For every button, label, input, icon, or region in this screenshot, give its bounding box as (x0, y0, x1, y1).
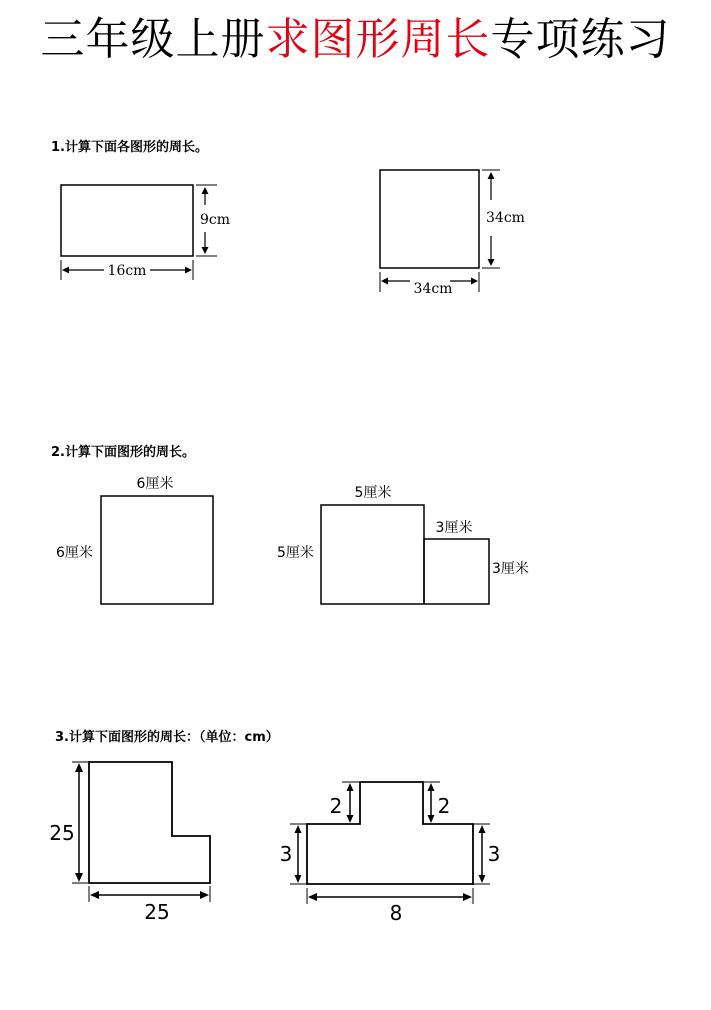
arrow-down-icon (347, 815, 354, 823)
question-1-prompt: 1.计算下面各图形的周长。 (51, 140, 208, 155)
arrow-down-icon (75, 873, 83, 882)
q3a-width-label: 25 (144, 900, 170, 924)
arrow-right-icon (463, 893, 472, 901)
q3-l-shape-figure (49, 762, 210, 924)
arrow-left-icon (308, 893, 317, 901)
q3b-right-height-label: 3 (487, 842, 501, 866)
q1a-width-label: 16cm (107, 263, 147, 279)
q1b-height-label: 34cm (486, 210, 525, 226)
q2b-small-right-label: 3厘米 (492, 561, 529, 577)
q2a-top-label: 6厘米 (136, 476, 174, 492)
title-part-1: 三年级上册 (40, 14, 266, 65)
question-2-prompt: 2.计算下面图形的周长。 (51, 445, 195, 460)
question-3-prompt: 3.计算下面图形的周长：（单位：cm） (55, 730, 279, 745)
arrow-up-icon (295, 825, 302, 833)
q1b-width-label: 34cm (413, 281, 453, 297)
arrow-left-icon (90, 891, 99, 899)
title-highlight: 求图形周长 (265, 14, 491, 65)
q1a-height-label: 9cm (200, 212, 231, 228)
arrow-up-icon (428, 783, 435, 791)
q3a-height-label: 25 (49, 821, 75, 845)
q2b-left-label: 5厘米 (277, 545, 314, 561)
q3-t-shape-figure (280, 782, 501, 925)
arrow-up-icon (347, 783, 354, 791)
q3b-left-step-label: 2 (329, 794, 343, 818)
arrow-up-icon (75, 763, 83, 772)
q2b-small-top-label: 3厘米 (435, 520, 473, 536)
arrow-up-icon (479, 825, 486, 833)
arrow-down-icon (479, 875, 486, 883)
q2b-top-label: 5厘米 (354, 485, 392, 501)
q3b-right-step-label: 2 (437, 794, 451, 818)
q3-l-shape (89, 762, 210, 883)
arrow-right-icon (200, 891, 209, 899)
title-part-2: 专项练习 (490, 14, 671, 65)
arrow-down-icon (428, 815, 435, 823)
q3b-left-height-label: 3 (279, 842, 293, 866)
q2a-left-label: 6厘米 (56, 545, 93, 561)
q3b-width-label: 8 (389, 901, 403, 925)
arrow-down-icon (295, 875, 302, 883)
